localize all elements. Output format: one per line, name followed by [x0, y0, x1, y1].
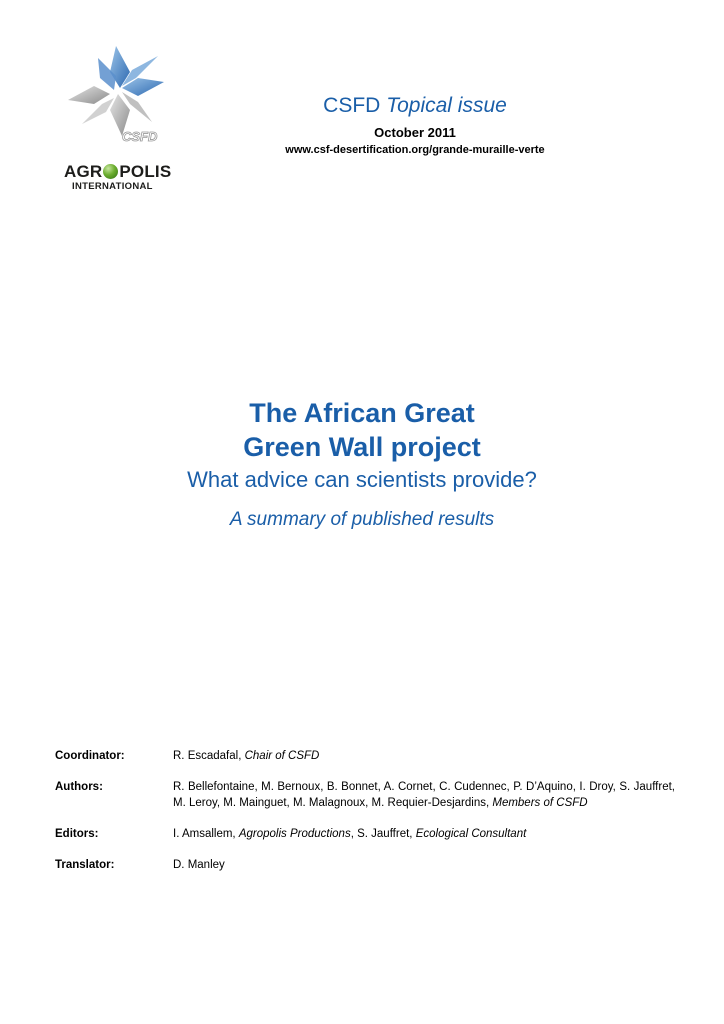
issue-date: October 2011: [374, 125, 456, 140]
editor1-role: Agropolis Productions: [238, 828, 351, 840]
globe-icon: [103, 164, 118, 179]
series-title: [230, 93, 600, 119]
main-title-line1: The African Great: [249, 398, 475, 428]
authors-label: Authors:: [55, 781, 103, 793]
summary-line: A summary of published results: [229, 509, 495, 530]
issue-url: www.csf-desertification.org/grande-muraille-verte: [285, 144, 545, 156]
editors-row: [55, 826, 675, 842]
authors-value: [173, 779, 675, 811]
authors-names: R. Bellefontaine, M. Bernoux, B. Bonnet, A. Cornet, C. Cudennec, P. D’Aquino, I. Droy, S. Jauffret, M. Leroy, M. Mainguet, M. Malagnoux, M. Requier-Desjardins,: [173, 781, 675, 809]
issue-header: [230, 93, 600, 157]
credits-list: [55, 748, 675, 888]
coordinator-row: [55, 748, 675, 764]
series-name: CSFD: [323, 94, 381, 117]
editors-label: Editors:: [55, 828, 99, 840]
csfd-logo: [60, 42, 180, 147]
logo-area: [52, 40, 192, 200]
agropolis-logo-word: [64, 162, 171, 182]
coordinator-value: [173, 748, 675, 764]
editor2-role: Ecological Consultant: [415, 828, 527, 840]
title-block: [0, 396, 724, 532]
translator-value: D. Manley: [173, 859, 225, 871]
agropolis-prefix: AGR: [64, 162, 103, 181]
agropolis-suffix: POLIS: [119, 162, 172, 181]
coordinator-label: Coordinator:: [55, 750, 125, 762]
coordinator-name: R. Escadafal,: [173, 750, 245, 762]
coordinator-role: Chair of CSFD: [244, 750, 320, 762]
editor2-name: , S. Jauffret,: [350, 828, 416, 840]
editor1-name: I. Amsallem,: [173, 828, 239, 840]
editors-value: [173, 826, 675, 842]
main-title-line2: Green Wall project: [243, 432, 481, 462]
authors-role: Members of CSFD: [492, 797, 588, 809]
translator-row: [55, 857, 675, 873]
series-type: Topical issue: [386, 94, 507, 117]
subtitle: What advice can scientists provide?: [187, 467, 537, 492]
csfd-logo-text: CSFD: [122, 129, 158, 144]
agropolis-international: INTERNATIONAL: [72, 181, 153, 192]
translator-label: Translator:: [55, 859, 115, 871]
authors-row: [55, 779, 675, 811]
